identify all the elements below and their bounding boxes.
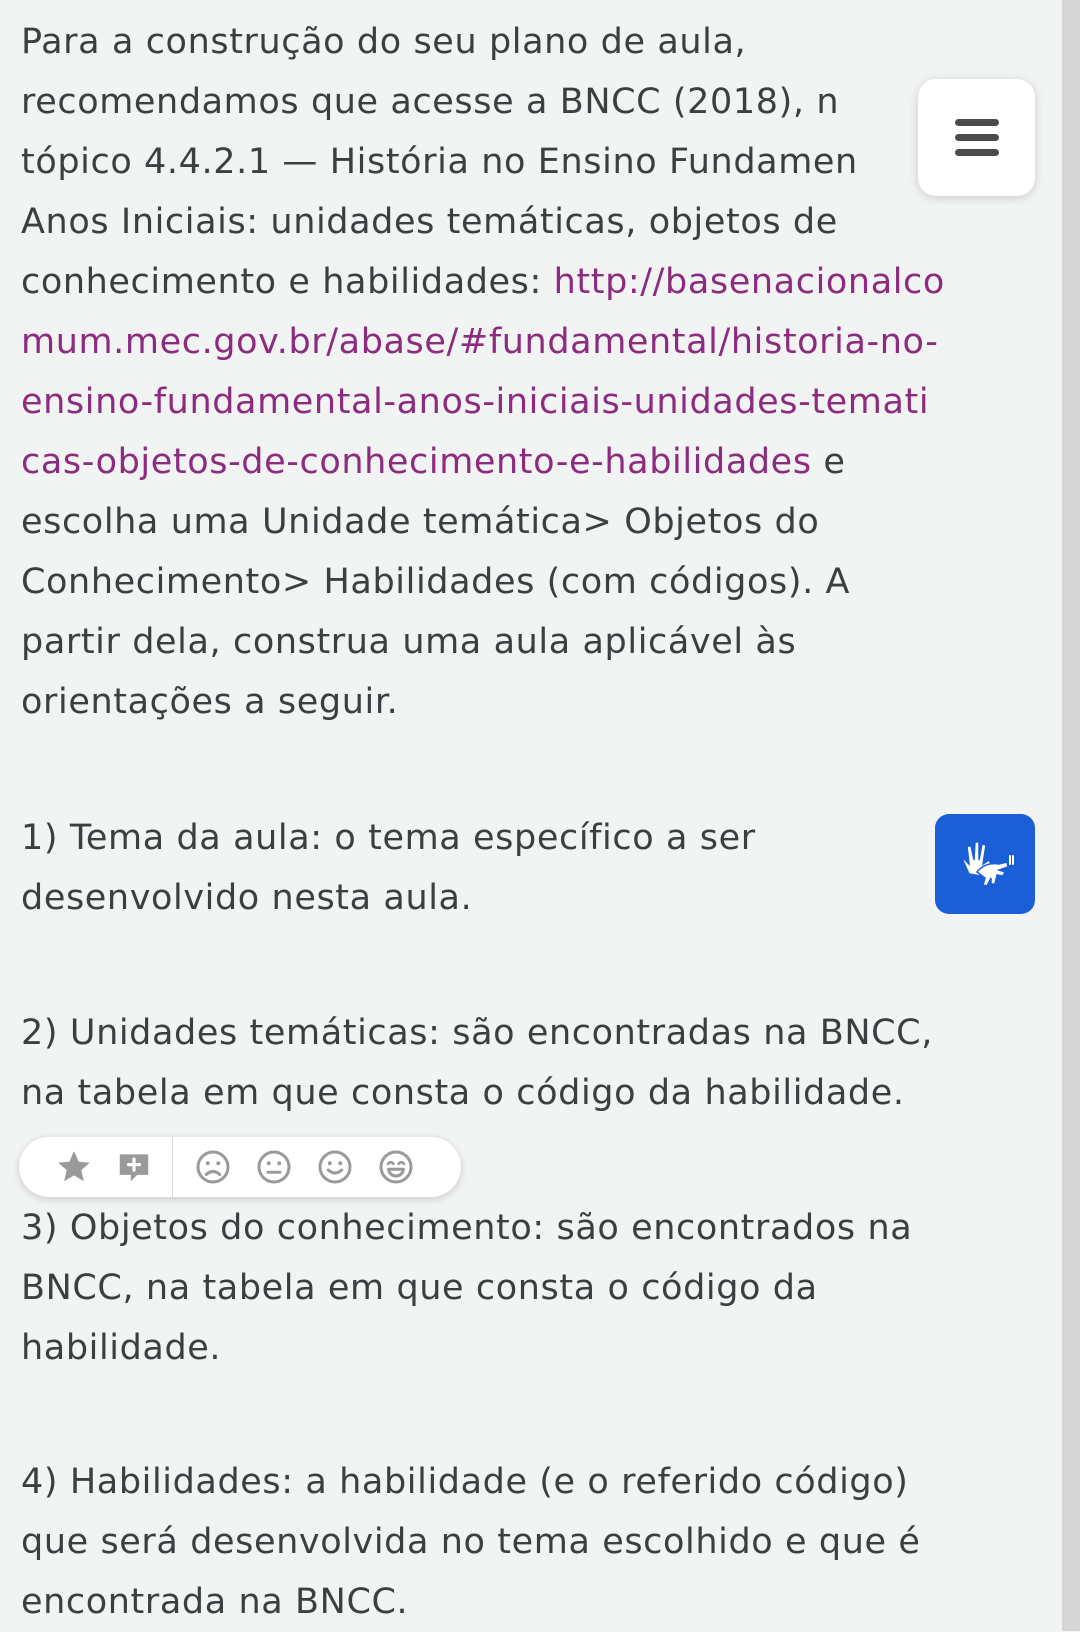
list-item-line: 2) Unidades temáticas: são encontradas na BNCC, [21, 1013, 933, 1053]
list-item [21, 1003, 933, 1123]
scrollbar[interactable] [1062, 0, 1080, 1631]
sign-language-button[interactable] [935, 814, 1035, 914]
list-item [21, 1198, 912, 1378]
star-icon [55, 1148, 93, 1186]
list-item-line: encontrada na BNCC. [21, 1582, 409, 1622]
intro-line [21, 372, 945, 432]
list-item [21, 1452, 920, 1632]
hamburger-menu-icon [955, 119, 999, 126]
sad-face-icon [195, 1149, 231, 1185]
add-note-button[interactable] [114, 1147, 154, 1187]
neutral-face-icon [256, 1149, 292, 1185]
intro-line: recomendamos que acesse a BNCC (2018), n [21, 82, 840, 122]
add-note-icon [115, 1148, 153, 1186]
bncc-link[interactable]: mum.mec.gov.br/abase/#fundamental/historia-no- [21, 322, 939, 362]
intro-line: partir dela, construa uma aula aplicável às [21, 622, 797, 662]
rating-very-happy-button[interactable] [376, 1147, 416, 1187]
hamburger-menu-icon-bar [955, 149, 999, 156]
feedback-toolbar [19, 1137, 461, 1197]
sign-language-hands-icon [955, 834, 1015, 894]
toolbar-divider [172, 1137, 173, 1197]
smile-face-icon [317, 1149, 353, 1185]
intro-line: Anos Iniciais: unidades temáticas, objetos de [21, 202, 838, 242]
list-item-line: habilidade. [21, 1328, 222, 1368]
menu-button[interactable] [918, 79, 1035, 196]
hamburger-menu-icon-bar [955, 134, 999, 141]
list-item-line: 4) Habilidades: a habilidade (e o referido código) [21, 1462, 909, 1502]
intro-line: orientações a seguir. [21, 682, 399, 722]
list-item-line: 3) Objetos do conhecimento: são encontrados na [21, 1208, 913, 1248]
big-smile-face-icon [378, 1149, 414, 1185]
list-item-line: desenvolvido nesta aula. [21, 878, 473, 918]
list-item-line: na tabela em que consta o código da habilidade. [21, 1073, 905, 1113]
list-item-line: 1) Tema da aula: o tema específico a ser [21, 818, 756, 858]
rating-neutral-button[interactable] [254, 1147, 294, 1187]
intro-line [21, 252, 945, 312]
intro-line: tópico 4.4.2.1 — História no Ensino Fundamen [21, 142, 858, 182]
bncc-link[interactable]: cas-objetos-de-conhecimento-e-habilidades [21, 442, 812, 482]
bncc-link[interactable]: ensino-fundamental-anos-iniciais-unidades-temati [21, 382, 930, 422]
intro-line: escolha uma Unidade temática> Objetos do [21, 502, 820, 542]
intro-line [21, 432, 945, 492]
list-item-line: que será desenvolvida no tema escolhido e que é [21, 1522, 921, 1562]
intro-line: Conhecimento> Habilidades (com códigos). A [21, 562, 851, 602]
rating-happy-button[interactable] [315, 1147, 355, 1187]
intro-line-text: conhecimento e habilidades: [21, 262, 554, 302]
intro-paragraph [21, 12, 945, 732]
favorite-button[interactable] [54, 1147, 94, 1187]
intro-line [21, 312, 945, 372]
rating-sad-button[interactable] [193, 1147, 233, 1187]
bncc-link[interactable]: http://basenacionalco [553, 262, 945, 302]
intro-line: Para a construção do seu plano de aula, [21, 22, 747, 62]
list-item [21, 808, 756, 928]
intro-line-text: e [811, 442, 846, 482]
list-item-line: BNCC, na tabela em que consta o código da [21, 1268, 818, 1308]
